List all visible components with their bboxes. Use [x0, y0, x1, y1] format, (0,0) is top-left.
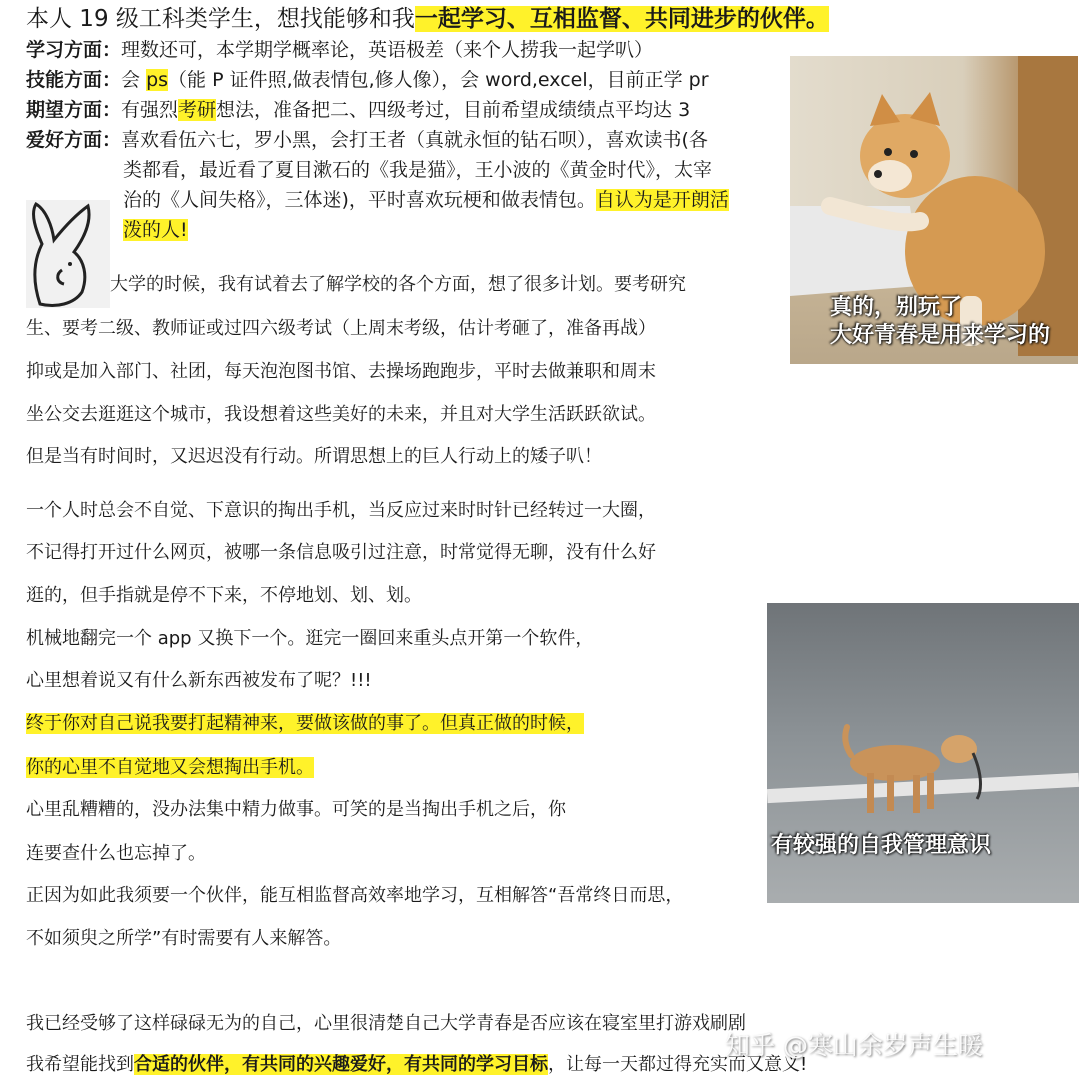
shiba-caption — [830, 294, 1050, 349]
para2-line-3: 逛的，但手指就是停不下来，不停地划、划、划。 — [26, 585, 422, 606]
hobby-line-1 — [26, 129, 708, 152]
skill-label: 技能方面： — [26, 69, 122, 91]
para3-line-1: 心里乱糟糟的，没办法集中精力做事。可笑的是当掏出手机之后，你 — [26, 799, 566, 820]
para2-line-1: 一个人时总会不自觉、下意识的掏出手机，当反应过来时时针已经转过一大圈， — [26, 500, 656, 521]
hope-line — [26, 99, 690, 122]
hobby-highlight-3: 自认为是开朗活 — [595, 189, 729, 211]
hope-label: 期望方面： — [26, 99, 122, 121]
skill-pre: 会 — [121, 69, 147, 91]
hobby-line-3 — [123, 189, 729, 212]
shiba-caption-line-1: 真的，别玩了 — [830, 295, 963, 320]
intro-highlight: 一起学习、互相监督、共同进步的伙伴。 — [414, 6, 829, 32]
rabbit-sketch-image — [26, 200, 110, 308]
closing-post: ，让每一天都过得充实而又意义! — [548, 1054, 808, 1075]
hope-highlight: 考研 — [178, 99, 217, 121]
para1-line-1: 大学的时候，我有试着去了解学校的各个方面，想了很多计划。要考研究 — [110, 274, 686, 295]
hobby-text-1: 喜欢看伍六七，罗小黑，会打王者（真就永恒的钻石呗），喜欢读书(各 — [121, 129, 708, 151]
closing-highlight: 合适的伙伴，有共同的兴趣爱好，有共同的学习目标 — [134, 1054, 548, 1075]
skill-line — [26, 69, 709, 92]
highlight-text-2: 你的心里不自觉地又会想掏出手机。 — [26, 757, 314, 778]
rabbit-drawing — [26, 200, 110, 308]
para2-highlight-1 — [26, 713, 584, 735]
hope-pre: 有强烈 — [121, 99, 179, 121]
para3-line-2: 连要查什么也忘掉了。 — [26, 843, 206, 864]
skill-highlight: ps — [146, 69, 169, 91]
zhihu-watermark: 知乎 @寒山余岁声生暖 — [725, 1031, 983, 1060]
study-line — [26, 39, 653, 62]
hope-post: 想法，准备把二、四级考过，目前希望成绩绩点平均达 3 — [216, 99, 691, 121]
para1-line-5: 但是当有时间时，又迟迟没有行动。所谓思想上的巨人行动上的矮子叭！ — [26, 446, 602, 467]
walking-dog-meme-image — [767, 603, 1079, 903]
hobby-line-4 — [123, 219, 188, 242]
para3-line-4: 不如须臾之所学”有时需要有人来解答。 — [26, 928, 342, 949]
para1-line-4: 坐公交去逛逛这个城市，我设想着这些美好的未来，并且对大学生活跃跃欲试。 — [26, 404, 656, 425]
closing-pre: 我希望能找到 — [26, 1054, 134, 1075]
hobby-label: 爱好方面： — [26, 129, 122, 151]
walking-dog-caption: 有较强的自我管理意识 — [771, 833, 992, 858]
study-label: 学习方面： — [26, 39, 122, 61]
para1-line-3: 抑或是加入部门、社团，每天泡泡图书馆、去操场跑跑步，平时去做兼职和周末 — [26, 361, 656, 382]
closing-line-1: 我已经受够了这样碌碌无为的自己，心里很清楚自己大学青春是否应该在寝室里打游戏刷剧 — [26, 1013, 746, 1034]
para3-line-3: 正因为如此我须要一个伙伴，能互相监督高效率地学习，互相解答“吾常终日而思， — [26, 885, 684, 906]
shiba-caption-line-2: 大好青春是用来学习的 — [830, 322, 1051, 348]
highlight-text-1: 终于你对自己说我要打起精神来，要做该做的事了。但真正做的时候， — [26, 713, 584, 734]
shiba-meme-image — [790, 56, 1078, 364]
hobby-text-3: 治的《人间失格》，三体迷)，平时喜欢玩梗和做表情包。 — [123, 189, 596, 211]
closing-line-2 — [26, 1054, 807, 1076]
para1-line-2: 生、要考二级、教师证或过四六级考试（上周末考级，估计考砸了，准备再战） — [26, 318, 656, 339]
intro-text: 本人 19 级工科类学生，想找能够和我 — [26, 6, 415, 32]
para2-line-5: 心里想着说又有什么新东西被发布了呢？!!! — [26, 670, 372, 691]
hobby-highlight-4: 泼的人! — [123, 219, 188, 241]
para2-line-4: 机械地翻完一个 app 又换下一个。逛完一圈回来重头点开第一个软件， — [26, 628, 594, 649]
hobby-line-2: 类都看，最近看了夏目漱石的《我是猫》，王小波的《黄金时代》，太宰 — [123, 159, 713, 181]
skill-post: （能 P 证件照,做表情包,修人像），会 word,excel，目前正学 pr — [168, 69, 709, 91]
study-text: 理数还可，本学期学概率论，英语极差（来个人捞我一起学叭） — [121, 39, 654, 61]
para2-highlight-2 — [26, 757, 314, 779]
para2-line-2: 不记得打开过什么网页，被哪一条信息吸引过注意，时常觉得无聊，没有什么好 — [26, 542, 656, 563]
intro-heading — [26, 6, 829, 34]
